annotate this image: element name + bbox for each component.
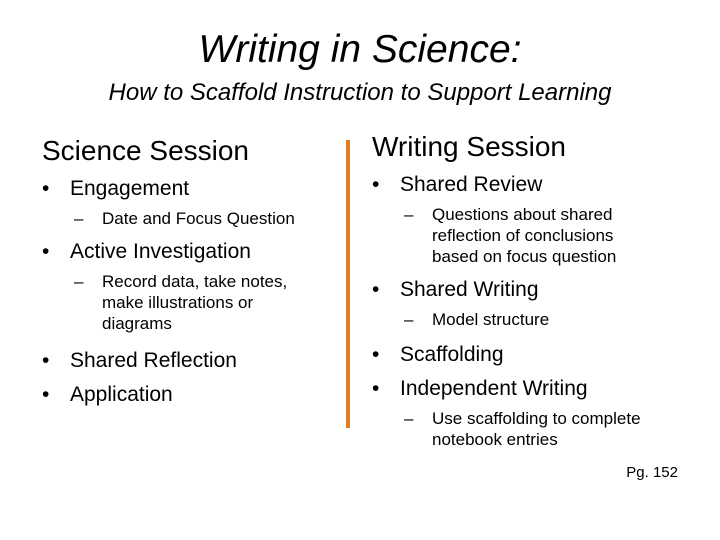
bullet-icon: •	[42, 177, 50, 200]
dash-icon: –	[74, 209, 84, 228]
bullet-item	[372, 342, 702, 368]
page-reference: Pg. 152	[626, 464, 678, 481]
bullet-icon: •	[42, 349, 50, 372]
bullet-text: Shared Reflection	[70, 349, 237, 372]
bullet-item	[372, 277, 702, 303]
bullet-item	[372, 376, 702, 402]
bullet-text: Independent Writing	[400, 377, 588, 400]
bullet-icon: •	[372, 343, 380, 366]
bullet-text: Engagement	[70, 177, 190, 200]
science-session-column	[42, 132, 342, 416]
sub-bullet-text: Model structure	[432, 310, 550, 329]
bullet-item	[42, 176, 342, 202]
bullet-text: Shared Review	[400, 173, 543, 196]
sub-bullet-text: Use scaffolding to complete notebook entries	[432, 409, 641, 449]
sub-bullet-item	[372, 204, 652, 267]
sub-bullet-text: Record data, take notes, make illustrations or diagrams	[102, 272, 288, 333]
sub-bullet-text: Questions about shared reflection of conclusions based on focus question	[432, 205, 617, 266]
bullet-icon: •	[372, 173, 380, 196]
dash-icon: –	[404, 310, 414, 329]
slide-subtitle: How to Scaffold Instruction to Support Learning	[108, 79, 612, 106]
dash-icon: –	[74, 272, 84, 291]
bullet-text: Application	[70, 383, 173, 406]
sub-bullet-item	[372, 408, 692, 450]
bullet-item	[42, 348, 342, 374]
sub-bullet-item	[372, 309, 702, 330]
writing-session-heading: Writing Session	[372, 131, 567, 162]
sub-bullet-text: Date and Focus Question	[102, 209, 295, 228]
bullet-icon: •	[372, 278, 380, 301]
sub-bullet-item	[42, 208, 342, 229]
bullet-icon: •	[372, 377, 380, 400]
dash-icon: –	[404, 205, 414, 224]
dash-icon: –	[404, 409, 414, 428]
bullet-text: Scaffolding	[400, 343, 504, 366]
writing-session-column	[372, 132, 702, 460]
slide-title: Writing in Science:	[198, 28, 522, 71]
bullet-icon: •	[42, 383, 50, 406]
column-divider	[346, 140, 350, 428]
bullet-text: Shared Writing	[400, 278, 539, 301]
bullet-item	[372, 172, 702, 198]
bullet-item	[42, 239, 342, 265]
bullet-item	[42, 382, 342, 408]
sub-bullet-item	[42, 271, 312, 334]
science-session-heading: Science Session	[42, 135, 250, 166]
bullet-icon: •	[42, 240, 50, 263]
bullet-text: Active Investigation	[70, 240, 251, 263]
